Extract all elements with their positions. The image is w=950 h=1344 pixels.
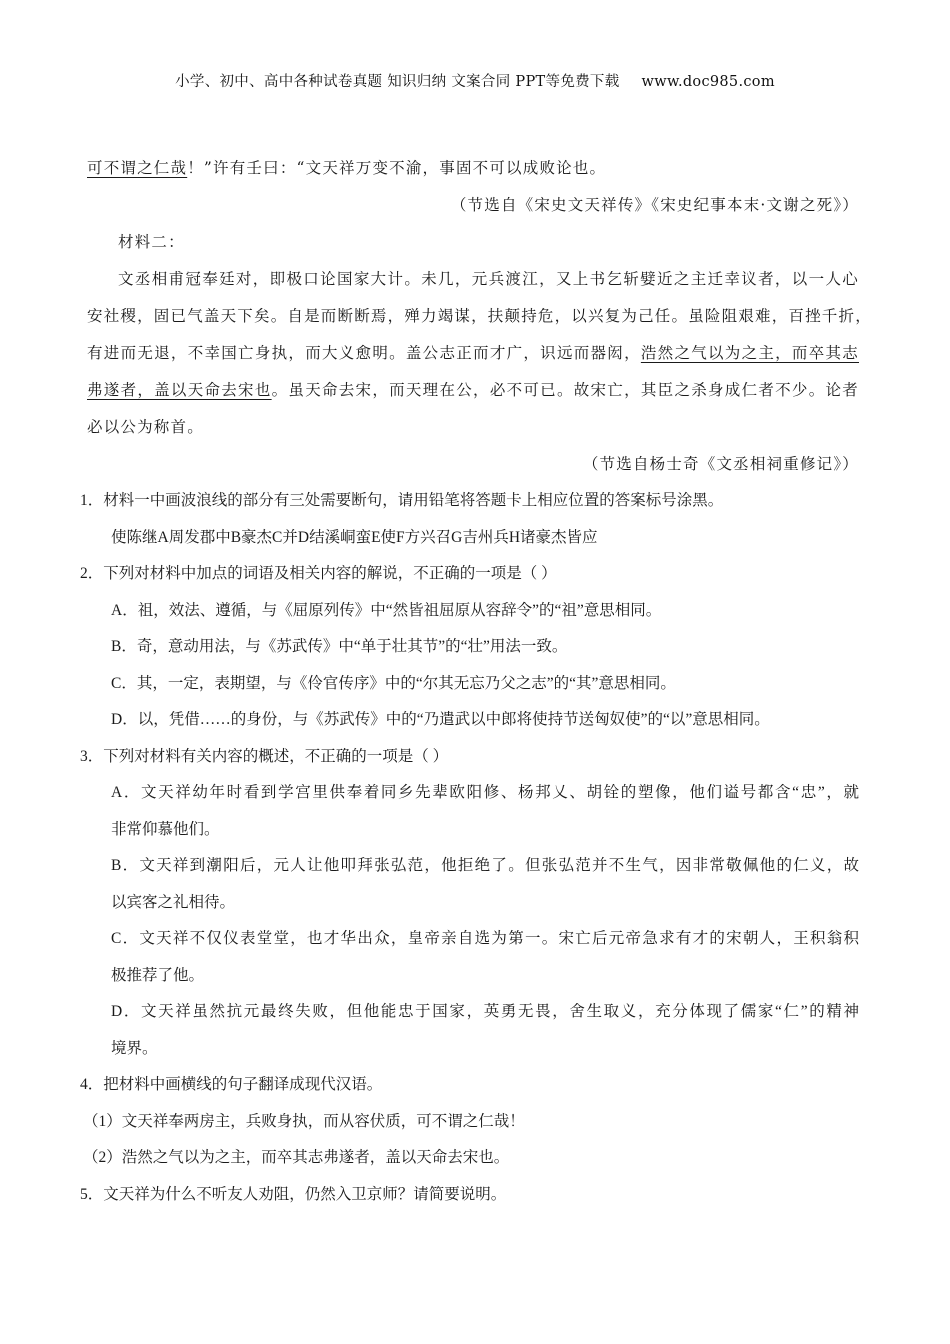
header-text: 小学、初中、高中各种试卷真题 知识归纳 文案合同 PPT等免费下载 [175, 74, 620, 90]
material-2-title: 材料二： [118, 233, 185, 251]
question-5: 5．文天祥为什么不听友人劝阻，仍然入卫京师？请简要说明。 [80, 1185, 507, 1203]
page-header [0, 70, 950, 91]
underlined-sentence: 浩然之气以为之主，而卒其志 [640, 344, 859, 362]
question-2: 2．下列对材料中加点的词语及相关内容的解说，不正确的一项是（ ） [80, 565, 557, 582]
question-1-text: 使陈继A周发郡中B豪杰C并D结溪峒蛮E使F方兴召G吉州兵H诸豪杰皆应 [111, 528, 598, 546]
question-3: 3．下列对材料有关内容的概述，不正确的一项是（ ） [80, 747, 449, 765]
material-2-line: 安社稷，固已气盖天下矣。自是而断断焉，殚力竭谋，扶颠持危，以兴复为己任。虽险阻艰难，百挫千折， [87, 307, 872, 325]
question-3-option-c: C．文天祥不仅仪表堂堂，也才华出众，皇帝亲自选为第一。宋亡后元帝急求有才的宋朝人，王积翁积 [111, 930, 859, 947]
question-4-part-1: （1）文天祥奉两房主，兵败身执，而从容伏质，可不谓之仁哉！ [83, 1112, 525, 1130]
header-site: www.doc985.com [641, 74, 775, 90]
question-2-option-b: B．奇，意动用法，与《苏武传》中“单于壮其节”的“壮”用法一致。 [111, 638, 568, 655]
question-3-option-a-cont: 非常仰慕他们。 [111, 820, 220, 838]
question-4: 4．把材料中画横线的句子翻译成现代汉语。 [80, 1076, 383, 1093]
page-content [80, 150, 872, 1213]
question-2-option-c: C．其，一定，表期望，与《伶官传序》中的“尔其无忘乃父之志”的“其”意思相同。 [111, 674, 676, 692]
question-1: 1．材料一中画波浪线的部分有三处需要断句，请用铅笔将答题卡上相应位置的答案标号涂黑。 [80, 492, 724, 509]
passage-continuation [87, 150, 859, 187]
question-3-option-d-cont: 境界。 [111, 1039, 158, 1057]
question-3-option-d: D．文天祥虽然抗元最终失败，但他能忠于国家，英勇无畏，舍生取义，充分体现了儒家“仁”的精神 [111, 1003, 859, 1020]
material-2-line: 文丞相甫冠奉廷对，即极口论国家大计。未几，元兵渡江，又上书乞斩嬖近之主迁幸议者，以一人心 [118, 270, 859, 288]
source-citation-2: （节选自杨士奇《文丞相祠重修记》） [582, 455, 859, 473]
material-2-line: 必以公为称首。 [87, 418, 204, 436]
passage [87, 150, 872, 483]
question-3-option-b-cont: 以宾客之礼相待。 [111, 893, 236, 911]
question-4-part-2: （2）浩然之气以为之主，而卒其志弗遂者，盖以天命去宋也。 [83, 1149, 510, 1166]
material-2-text: 。虽天命去宋，而天理在公，必不可已。故宋亡，其臣之杀身成仁者不少。论者 [271, 381, 859, 399]
questions [80, 483, 859, 1213]
question-2-option-d: D．以，凭借……的身份，与《苏武传》中的“乃遣武以中郎将使持节送匈奴使”的“以”意思相同。 [111, 711, 770, 728]
question-3-option-b: B．文天祥到潮阳后，元人让他叩拜张弘范，他拒绝了。但张弘范并不生气，因非常敬佩他的仁义，故 [111, 857, 859, 874]
material-2-text: 有进而无退，不幸国亡身执，而大义愈明。盖公志正而才广，识远而器闳， [87, 344, 641, 362]
question-2-option-a: A．祖，效法、遵循，与《屈原列传》中“然皆祖屈原从容辞令”的“祖”意思相同。 [111, 601, 662, 619]
material-2-line [87, 335, 859, 372]
material-2-line [87, 372, 859, 409]
source-citation-1: （节选自《宋史文天祥传》《宋史纪事本末·文谢之死》） [450, 196, 859, 214]
question-3-option-a: A．文天祥幼年时看到学宫里供奉着同乡先辈欧阳修、杨邦乂、胡铨的塑像，他们谥号都含“忠”，就 [111, 784, 859, 801]
question-3-option-c-cont: 极推荐了他。 [111, 966, 205, 984]
underlined-sentence: 弗遂者，盖以天命去宋也 [87, 381, 272, 399]
passage-text: ！”许有壬曰：“文天祥万变不渝，事固不可以成败论也。 [187, 159, 607, 177]
underlined-sentence: 可不谓之仁哉 [87, 159, 188, 177]
